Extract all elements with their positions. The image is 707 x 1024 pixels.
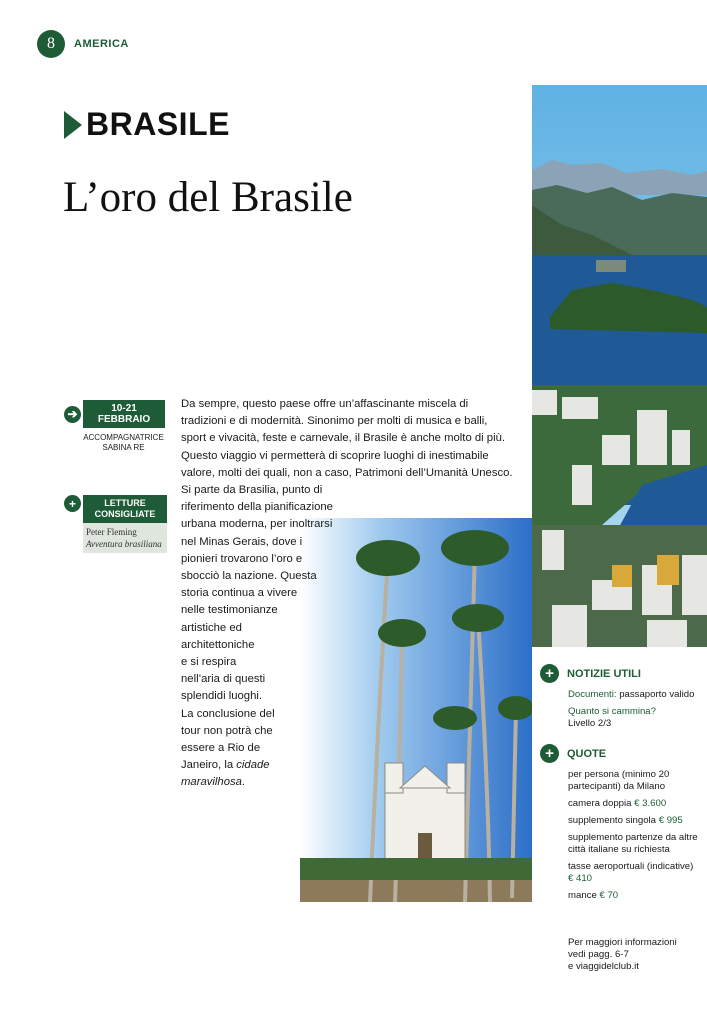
body-line: urbana moderna, per inoltrarsi bbox=[181, 518, 333, 531]
companion-info bbox=[64, 433, 165, 453]
body-line-end bbox=[181, 774, 513, 791]
quote-item bbox=[568, 890, 700, 902]
body-line: essere a Rio de bbox=[181, 742, 261, 755]
body-tail: . bbox=[241, 776, 246, 789]
body-line: Da sempre, questo paese offre un’affascinante miscela di bbox=[181, 398, 469, 410]
body-line: tour non potrà che bbox=[181, 724, 273, 737]
page-title: L’oro del Brasile bbox=[63, 174, 353, 221]
quote-item bbox=[568, 861, 700, 885]
body-line: nel Minas Gerais, dove i bbox=[181, 535, 303, 548]
more-info-line1: Per maggiori informazioni bbox=[568, 937, 677, 948]
body-italic-2: maravilhosa bbox=[181, 776, 242, 789]
companion-title: ACCOMPAGNATRICE bbox=[83, 433, 164, 442]
triangle-icon bbox=[64, 111, 82, 139]
walking-label: Quanto si cammina? bbox=[568, 706, 656, 717]
plus-icon: + bbox=[540, 664, 559, 683]
book-author: Peter Fleming bbox=[86, 527, 137, 537]
walking-info bbox=[568, 706, 700, 730]
more-info-line3: e viaggidelclub.it bbox=[568, 961, 639, 972]
quote-item-label: tasse aeroportuali (indicative) bbox=[568, 861, 694, 872]
quote-heading bbox=[540, 744, 700, 763]
reading-label-line1: LETTURE bbox=[104, 498, 146, 508]
notizie-heading bbox=[540, 664, 700, 683]
departure-dates-box bbox=[64, 400, 165, 453]
per-person-info: per persona (minimo 20 partecipanti) da Milano bbox=[568, 769, 670, 792]
quote-item-price: € 3.600 bbox=[634, 798, 667, 809]
quote-item-price: € 70 bbox=[599, 890, 619, 901]
reading-label-line2: CONSIGLIATE bbox=[94, 509, 156, 519]
notizie-title: NOTIZIE UTILI bbox=[567, 667, 641, 680]
more-info-line2: vedi pagg. 6-7 bbox=[568, 949, 629, 960]
body-line: tradizioni e di modernità. Sinonimo per molti di musica e balli, bbox=[181, 415, 488, 428]
quote-item-label: supplemento singola bbox=[568, 815, 657, 826]
more-info bbox=[568, 937, 677, 973]
reading-label bbox=[83, 495, 167, 523]
body-line: splendidi luoghi. bbox=[181, 690, 263, 703]
reading-book bbox=[83, 523, 167, 553]
body-line: Si parte da Brasilia, punto di bbox=[181, 484, 323, 497]
documents-info bbox=[568, 689, 700, 701]
info-sidebar bbox=[540, 664, 700, 907]
body-line: nell’aria di questi bbox=[181, 673, 266, 686]
rio-landscape-photo bbox=[532, 85, 707, 647]
country-heading bbox=[64, 106, 230, 143]
body-line: Janeiro, la cidade bbox=[181, 759, 270, 772]
page-number: 8 bbox=[37, 30, 65, 58]
quote-item bbox=[568, 815, 700, 827]
body-line: La conclusione del bbox=[181, 707, 275, 720]
body-line: sport e vivacità, feste e carnevale, il Brasile è anche molto di più. bbox=[181, 432, 506, 445]
walking-value: Livello 2/3 bbox=[568, 718, 612, 729]
arrow-right-icon: ➔ bbox=[64, 406, 81, 423]
companion-name: SABINA RE bbox=[102, 443, 145, 452]
body-line: pionieri trovarono l’oro e bbox=[181, 552, 303, 565]
section-label: AMERICA bbox=[74, 38, 129, 50]
quote-item-price: € 410 bbox=[568, 873, 593, 884]
plus-icon: + bbox=[540, 744, 559, 763]
body-line: storia continua a vivere bbox=[181, 587, 298, 600]
quote-item-label: supplemento partenze da altre città italiane su richiesta bbox=[568, 832, 698, 855]
recommended-reading-box bbox=[64, 495, 167, 553]
body-italic-1: cidade bbox=[236, 759, 270, 772]
body-line: artistiche ed bbox=[181, 621, 242, 634]
departure-dates: 10-21 FEBBRAIO bbox=[83, 400, 165, 428]
documents-value: passaporto valido bbox=[619, 689, 695, 700]
plus-icon: + bbox=[64, 495, 81, 512]
body-line: architettoniche bbox=[181, 638, 255, 651]
quote-item-label: mance bbox=[568, 890, 597, 901]
body-line: nelle testimonianze bbox=[181, 604, 278, 617]
body-text bbox=[181, 396, 513, 792]
quote-title: QUOTE bbox=[567, 747, 607, 760]
quote-item bbox=[568, 798, 700, 810]
documents-label: Documenti: bbox=[568, 689, 617, 700]
book-title: Avventura brasiliana bbox=[86, 539, 162, 549]
body-line: Questo viaggio vi permetterà di scoprire luoghi di inestimabile bbox=[181, 449, 489, 462]
quote-item-label: camera doppia bbox=[568, 798, 632, 809]
body-line: sbocciò la nazione. Questa bbox=[181, 570, 317, 583]
country-name: BRASILE bbox=[86, 106, 230, 142]
quote-item bbox=[568, 832, 700, 856]
body-line: e si respira bbox=[181, 656, 237, 669]
body-line: riferimento della pianificazione bbox=[181, 501, 333, 514]
quote-item-price: € 995 bbox=[658, 815, 683, 826]
body-line: valore, molti dei quali, non a caso, Patrimoni dell’Umanità Unesco. bbox=[181, 466, 513, 479]
